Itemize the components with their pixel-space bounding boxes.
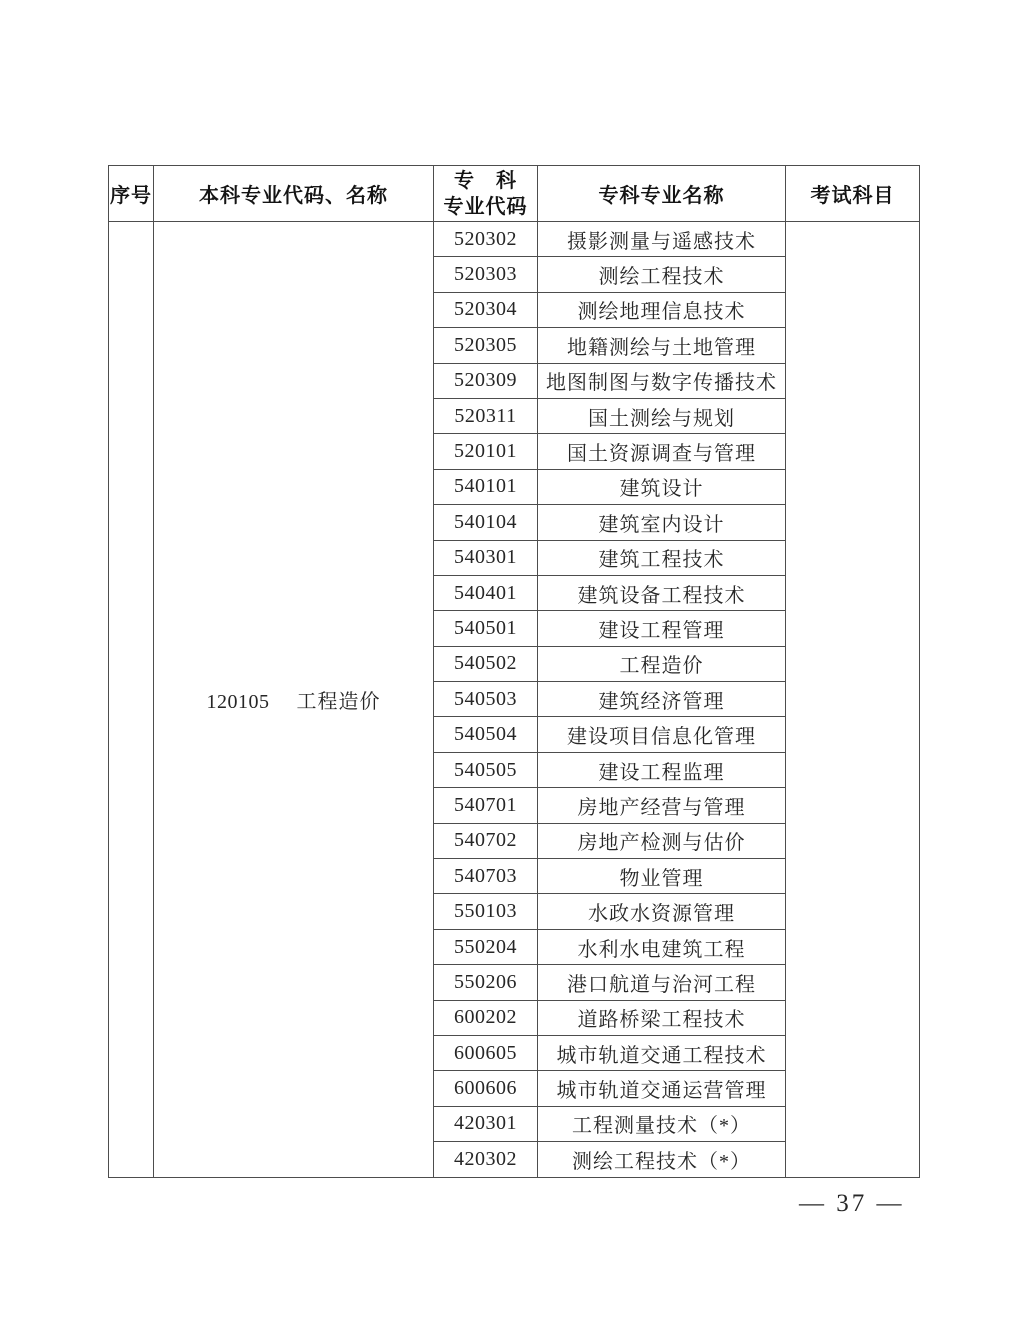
header-serial-number: 序号	[109, 166, 154, 222]
spec-name-cell: 建筑室内设计	[538, 505, 786, 540]
header-spec-code-line2: 专业代码	[443, 195, 528, 218]
spec-code-cell: 600606	[434, 1071, 538, 1106]
spec-name-cell: 测绘工程技术（*）	[538, 1142, 786, 1177]
bachelor-major-cell	[154, 222, 434, 1178]
spec-code-cell: 520303	[434, 257, 538, 292]
spec-code-cell: 540301	[434, 540, 538, 575]
spec-name-cell: 地籍测绘与土地管理	[538, 328, 786, 363]
serial-number-cell	[109, 222, 154, 1178]
spec-code-cell: 540505	[434, 752, 538, 787]
spec-code-cell: 540502	[434, 646, 538, 681]
spec-code-cell: 540701	[434, 788, 538, 823]
spec-code-cell: 520304	[434, 292, 538, 327]
spec-code-cell: 540504	[434, 717, 538, 752]
spec-name-cell: 测绘工程技术	[538, 257, 786, 292]
spec-name-cell: 房地产经营与管理	[538, 788, 786, 823]
spec-code-cell: 540101	[434, 469, 538, 504]
spec-code-cell: 420301	[434, 1106, 538, 1141]
bachelor-major-code: 120105	[206, 690, 270, 713]
spec-code-cell: 540501	[434, 611, 538, 646]
table-body	[109, 222, 920, 1178]
spec-name-cell: 建筑设备工程技术	[538, 575, 786, 610]
spec-code-cell: 600605	[434, 1035, 538, 1070]
spec-code-cell: 520311	[434, 398, 538, 433]
spec-name-cell: 工程测量技术（*）	[538, 1106, 786, 1141]
spec-code-cell: 420302	[434, 1142, 538, 1177]
spec-code-cell: 540104	[434, 505, 538, 540]
spec-name-cell: 建筑经济管理	[538, 682, 786, 717]
table-row	[109, 222, 920, 257]
page-number: — 37 —	[799, 1190, 905, 1217]
table-header	[109, 166, 920, 222]
spec-name-cell: 建设工程监理	[538, 752, 786, 787]
spec-name-cell: 房地产检测与估价	[538, 823, 786, 858]
spec-code-cell: 520305	[434, 328, 538, 363]
spec-name-cell: 地图制图与数字传播技术	[538, 363, 786, 398]
spec-code-cell: 600202	[434, 1000, 538, 1035]
spec-name-cell: 水政水资源管理	[538, 894, 786, 929]
spec-name-cell: 建筑设计	[538, 469, 786, 504]
spec-name-cell: 测绘地理信息技术	[538, 292, 786, 327]
spec-name-cell: 摄影测量与遥感技术	[538, 222, 786, 257]
spec-name-cell: 道路桥梁工程技术	[538, 1000, 786, 1035]
majors-table	[108, 165, 920, 1178]
spec-name-cell: 国土资源调查与管理	[538, 434, 786, 469]
spec-name-cell: 工程造价	[538, 646, 786, 681]
spec-code-cell: 540503	[434, 682, 538, 717]
header-spec-name: 专科专业名称	[538, 166, 786, 222]
spec-name-cell: 水利水电建筑工程	[538, 929, 786, 964]
spec-name-cell: 城市轨道交通工程技术	[538, 1035, 786, 1070]
spec-code-cell: 540702	[434, 823, 538, 858]
spec-code-cell: 520101	[434, 434, 538, 469]
exam-subjects-cell	[786, 222, 920, 1178]
spec-name-cell: 物业管理	[538, 859, 786, 894]
spec-name-cell: 建设工程管理	[538, 611, 786, 646]
header-row	[109, 166, 920, 222]
spec-name-cell: 建设项目信息化管理	[538, 717, 786, 752]
spec-name-cell: 港口航道与治河工程	[538, 965, 786, 1000]
spec-name-cell: 建筑工程技术	[538, 540, 786, 575]
header-exam-subjects: 考试科目	[786, 166, 920, 222]
spec-name-cell: 国土测绘与规划	[538, 398, 786, 433]
spec-code-cell: 550103	[434, 894, 538, 929]
spec-code-cell: 520302	[434, 222, 538, 257]
spec-code-cell: 540401	[434, 575, 538, 610]
header-bachelor-major: 本科专业代码、名称	[154, 166, 434, 222]
spec-code-cell: 550204	[434, 929, 538, 964]
spec-code-cell: 540703	[434, 859, 538, 894]
header-spec-code-line1: 专 科	[454, 169, 517, 192]
spec-code-cell: 520309	[434, 363, 538, 398]
spec-name-cell: 城市轨道交通运营管理	[538, 1071, 786, 1106]
header-spec-code	[434, 166, 538, 222]
spec-code-cell: 550206	[434, 965, 538, 1000]
bachelor-major-name: 工程造价	[296, 690, 381, 713]
